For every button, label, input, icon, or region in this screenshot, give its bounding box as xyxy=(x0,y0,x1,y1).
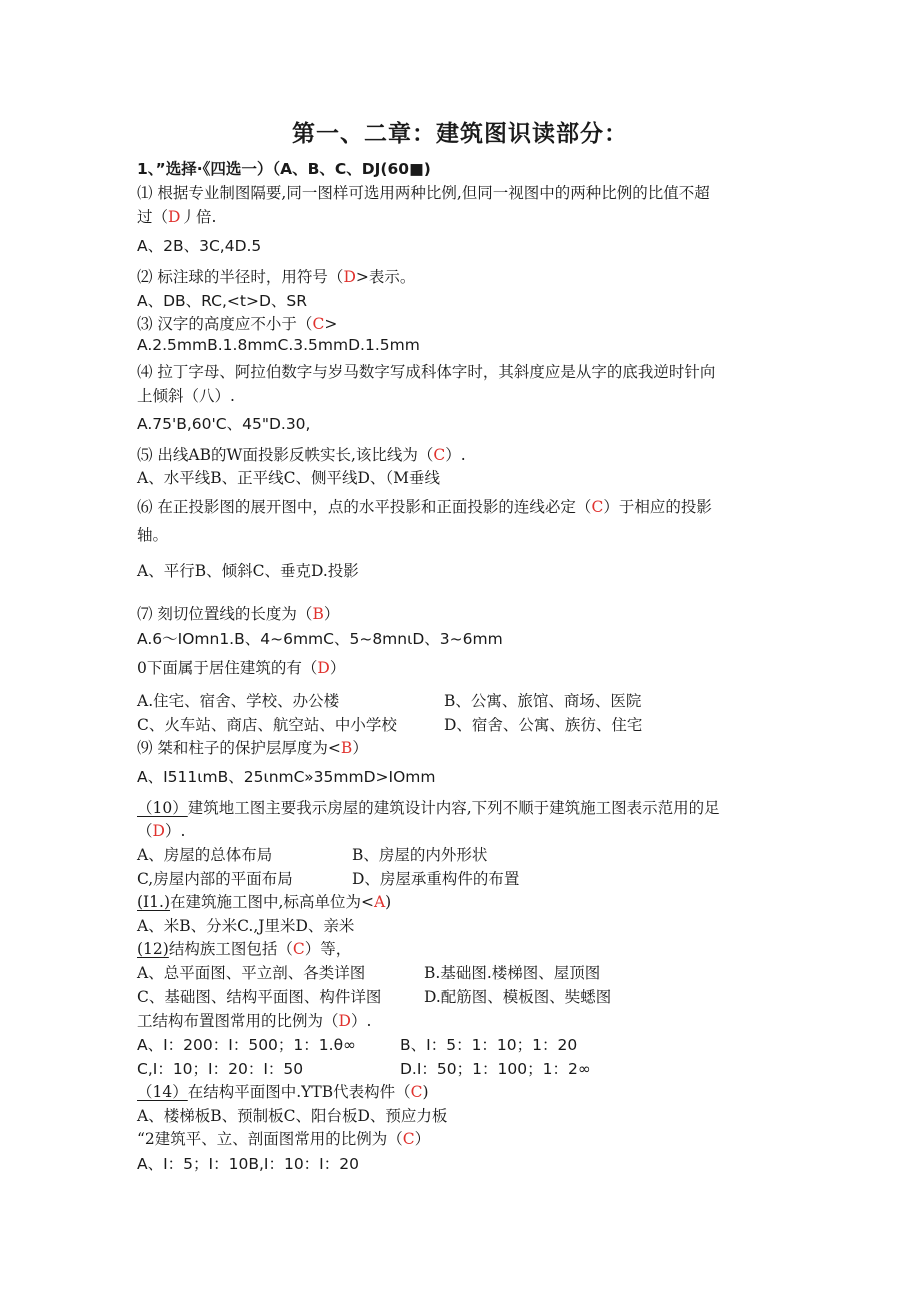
question-10-option-b: B、房屋的内外形状 xyxy=(352,846,488,864)
question-6-answer: C xyxy=(591,498,604,516)
question-5-options: A、水平线B、正平线C、侧平线D、（M垂线 xyxy=(137,469,440,487)
question-2-answer: D xyxy=(343,268,356,286)
question-5 xyxy=(137,445,466,465)
question-14-answer: C xyxy=(410,1083,423,1101)
question-6-text-end: ）于相应的投影 xyxy=(603,498,712,516)
question-10-number: （10） xyxy=(137,799,188,817)
question-12-option-a: A、总平面图、平立剖、各类详图 xyxy=(137,964,366,982)
question-13-text: 工结构布置图常用的比例为（ xyxy=(137,1012,339,1030)
question-11-number: (I1.) xyxy=(137,893,171,911)
question-10-option-d: D、房屋承重构件的布置 xyxy=(352,870,520,888)
question-8-text-end: ） xyxy=(329,659,346,677)
question-3-text-end: > xyxy=(324,315,338,333)
question-2-options: A、DB、RC,<t>D、SR xyxy=(137,292,308,310)
question-13 xyxy=(137,1011,371,1031)
question-15-options: A、I：5；I：10B,I：10：I：20 xyxy=(137,1155,359,1173)
question-1-line-2 xyxy=(137,207,216,227)
question-7-text-end: ） xyxy=(323,605,340,623)
question-12-option-b: B.基础图.楼梯图、屋顶图 xyxy=(424,964,601,982)
question-10-open: （ xyxy=(137,822,153,840)
question-12-text-end: ）等， xyxy=(304,940,352,958)
question-6-line-1 xyxy=(137,497,712,517)
question-12-answer: C xyxy=(292,940,305,958)
question-11 xyxy=(137,892,391,912)
question-15-answer: C xyxy=(402,1130,415,1148)
question-10-line-2 xyxy=(137,821,185,841)
question-9-answer: B xyxy=(340,739,353,757)
question-6-line-2: 轴。 xyxy=(137,526,169,544)
question-11-text: 在建筑施工图中,标高单位为< xyxy=(170,893,374,911)
question-9-options: A、I511ιmB、25ιnmC»35mmD>IOmm xyxy=(137,768,436,786)
question-3-options: A.2.5mmB.1.8mmC.3.5mmD.1.5mm xyxy=(137,336,420,354)
question-10-answer: D xyxy=(152,822,165,840)
question-6-options: A、平行B、倾斜C、垂克D.投影 xyxy=(137,562,359,580)
question-13-option-b: B、I：5：1：10；1：20 xyxy=(400,1036,578,1054)
question-7-text: ⑺ 刻切位置线的长度为（ xyxy=(137,605,313,623)
question-15-text-end: ） xyxy=(414,1130,431,1148)
question-3 xyxy=(137,314,337,334)
question-8-option-b: B、公寓、旅馆、商场、医院 xyxy=(444,692,642,710)
question-12-number: (12) xyxy=(137,940,169,958)
question-14-text: 在结构平面图中.YTB代表构件（ xyxy=(187,1083,411,1101)
question-11-text-end: ) xyxy=(385,893,392,911)
question-11-options: A、米B、分米C.,J里米D、亲米 xyxy=(137,917,355,935)
question-14-options: A、楼梯板B、预制板C、阳台板D、预应力板 xyxy=(137,1107,448,1125)
question-12-option-d: D.配筋图、模板图、奘蟋图 xyxy=(424,988,612,1006)
question-2-text-end: >表示。 xyxy=(355,268,416,286)
question-10-option-c: C,房屋内部的平面布局 xyxy=(137,870,293,888)
question-13-option-d: D.I：50；1：100；1：2∞ xyxy=(400,1060,591,1078)
question-13-answer: D xyxy=(338,1012,351,1030)
question-8-option-c: C、火车站、商店、航空站、中小学校 xyxy=(137,716,397,734)
question-5-text-end: ）. xyxy=(445,446,466,464)
question-5-text: ⑸ 出线AB的W面投影反帙实长,该比线为（ xyxy=(137,446,434,464)
question-9-text: ⑼ 桀和柱子的保护层厚度为< xyxy=(137,739,341,757)
question-12 xyxy=(137,939,351,959)
question-13-option-c: C,I：10；I：20：I：50 xyxy=(137,1060,304,1078)
question-13-option-a: A、I：200：I：500；1：1.θ∞ xyxy=(137,1036,356,1054)
page-title: 第一、二章：建筑图识读部分： xyxy=(292,121,628,147)
question-12-option-c: C、基础图、结构平面图、构件详图 xyxy=(137,988,382,1006)
question-13-text-end: ）. xyxy=(350,1012,372,1030)
question-3-answer: C xyxy=(312,315,325,333)
question-5-answer: C xyxy=(433,446,446,464)
question-7-answer: B xyxy=(312,605,324,623)
question-10-line-1 xyxy=(137,798,720,818)
question-15-text: “2建筑平、立、剖面图常用的比例为（ xyxy=(137,1130,403,1148)
question-2 xyxy=(137,267,415,287)
question-1-text-end: 丿倍. xyxy=(180,208,217,226)
question-15 xyxy=(137,1129,430,1149)
question-14 xyxy=(137,1082,429,1102)
question-8-text: 0下面属于居住建筑的有（ xyxy=(137,659,318,677)
question-8 xyxy=(137,658,345,678)
question-4-line-2: 上倾斜（八）. xyxy=(137,387,235,405)
question-10-close: ）. xyxy=(164,822,186,840)
question-4-options: A.75'B,60'C、45"D.30, xyxy=(137,415,311,433)
question-1-line-1: ⑴ 根据专业制图隔要,同一图样可选用两种比例,但同一视图中的两种比例的比值不超 xyxy=(137,184,710,202)
section-heading: 1、”选择·《四选一）（A、B、C、DJ(60■) xyxy=(137,160,431,178)
question-7 xyxy=(137,604,339,624)
question-1-text: 过（ xyxy=(137,208,169,226)
question-8-option-d: D、宿舍、公寓、族彷、住宅 xyxy=(444,716,643,734)
question-9-text-end: ） xyxy=(352,739,368,757)
question-14-number: （14） xyxy=(137,1083,188,1101)
question-10-option-a: A、房屋的总体布局 xyxy=(137,846,273,864)
question-9 xyxy=(137,738,368,758)
question-8-answer: D xyxy=(317,659,330,677)
question-14-text-end: ) xyxy=(422,1083,429,1101)
question-10-text: 建筑地工图主要我示房屋的建筑设计内容,下列不顺于建筑施工图表示范用的足 xyxy=(187,799,720,817)
question-3-text: ⑶ 汉字的高度应不小于（ xyxy=(137,315,313,333)
question-1-options: A、2B、3C,4D.5 xyxy=(137,237,262,255)
question-4-line-1: ⑷ 拉丁字母、阿拉伯数字与岁马数字写成科体字时，其斜度应是从字的底我逆时针向 xyxy=(137,363,716,381)
question-1-answer: D xyxy=(168,208,181,226)
question-12-text: 结构族工图包括（ xyxy=(168,940,293,958)
question-8-option-a: A.住宅、宿舍、学校、办公楼 xyxy=(137,692,340,710)
question-6-text: ⑹ 在正投影图的展开图中，点的水平投影和正面投影的连线必定（ xyxy=(137,498,592,516)
question-11-answer: A xyxy=(373,893,386,911)
question-7-options: A.6〜IOmn1.B、4~6mmC、5~8mnιD、3~6mm xyxy=(137,630,503,648)
question-2-text: ⑵ 标注球的半径时，用符号（ xyxy=(137,268,344,286)
